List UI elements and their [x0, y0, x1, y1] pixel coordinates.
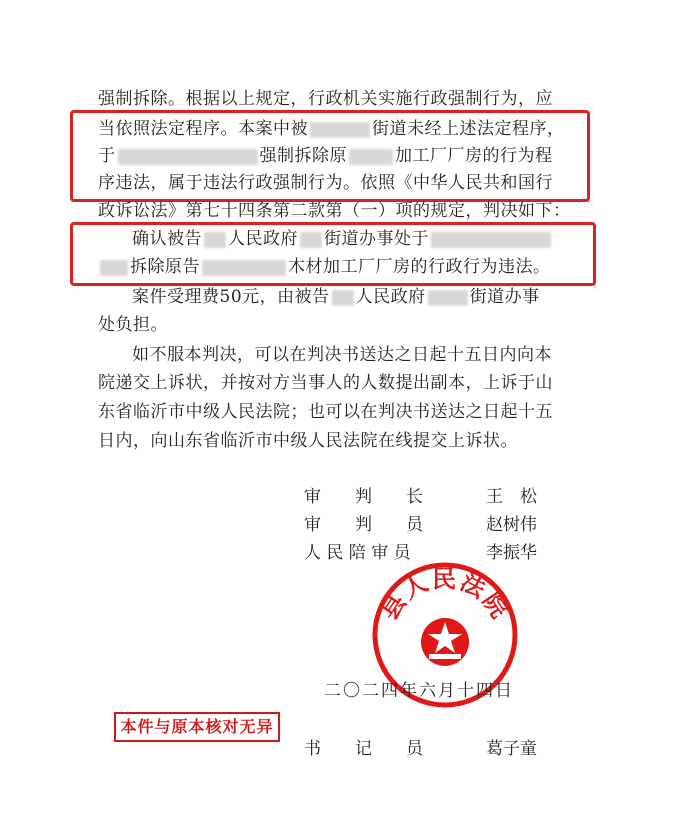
text-line-2: 当依照法定程序。本案中被 街道未经上述法定程序， — [98, 119, 565, 139]
text-line-7: 拆除原告 木材加工厂厂房的行政行为违法。 — [98, 256, 551, 278]
judgment-date: 二〇二四年六月十四日 — [324, 681, 514, 701]
text-line-13: 日内，向山东省临沂市中级人民法院在线提交上诉状。 — [98, 431, 518, 451]
text-line-10: 如不服本判决，可以在判决书送达之日起十五日内向本 — [132, 345, 552, 365]
text-line-6: 确认被告 人民政府 街道办事处于 — [132, 228, 553, 250]
text-line-4: 序违法，属于违法行政强制行为。依照《中华人民共和国行 — [98, 173, 553, 193]
text-line-9: 处负担。 — [98, 315, 168, 335]
text-line-5: 政诉讼法》第七十四条第二款第（一）项的规定，判决如下： — [98, 201, 571, 221]
text-line-12: 东省临沂市中级人民法院；也可以在判决书送达之日起十五 — [98, 402, 553, 422]
text-line-8: 案件受理费50元，由被告 人民政府 街道办事 — [132, 287, 540, 307]
text-line-3: 于 强制拆除原 加工厂厂房的行为程 — [98, 146, 553, 166]
text-line-11: 院递交上诉状，并按对方当事人的人数提出副本，上诉于山 — [98, 373, 553, 393]
verification-stamp: 本件与原本核对无异 — [114, 712, 280, 742]
text-line-1: 强制拆除。根据以上规定，行政机关实施行政强制行为，应 — [98, 89, 553, 109]
svg-text:县人民法院: 县人民法院 — [375, 565, 515, 625]
